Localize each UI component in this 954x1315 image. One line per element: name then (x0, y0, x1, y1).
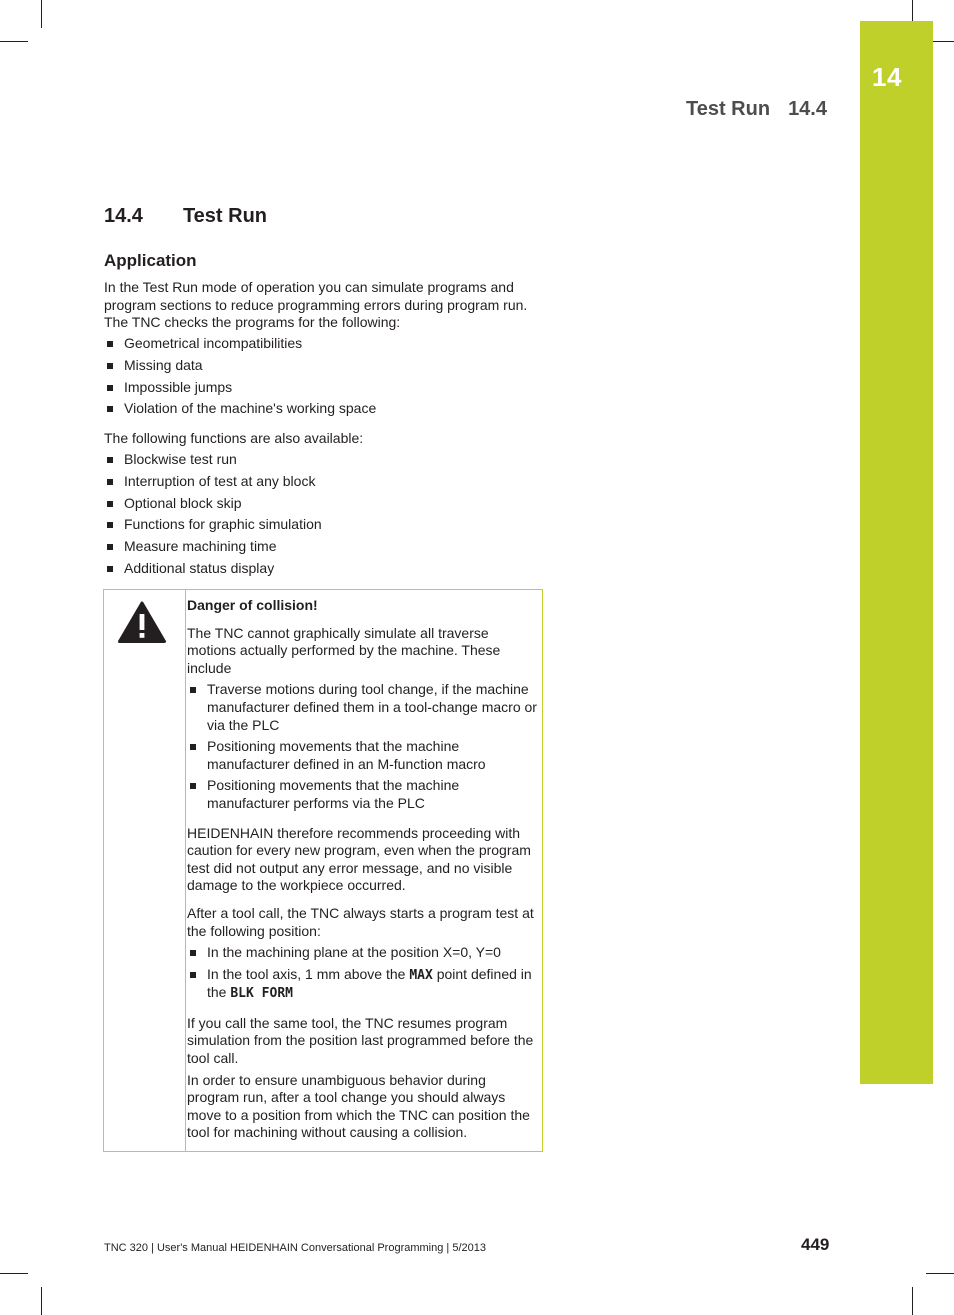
list-item-text (207, 966, 532, 1001)
text-run: In the tool axis, 1 mm above the (207, 965, 410, 982)
list-item (104, 538, 544, 556)
code-max: MAX (409, 967, 433, 983)
crop-mark (912, 1287, 913, 1315)
chapter-number: 14 (872, 62, 902, 92)
application-heading: Application (104, 251, 197, 270)
list-item (104, 495, 544, 513)
list-item-text: Impossible jumps (124, 378, 233, 395)
warning-title: Danger of collision! (187, 597, 318, 613)
bullet-icon (107, 363, 113, 369)
list-item (187, 681, 537, 734)
section-heading (104, 205, 267, 228)
list-item (104, 335, 544, 353)
page-number: 449 (801, 1235, 830, 1254)
running-header-title: Test Run (685, 98, 771, 120)
list-item (104, 357, 544, 375)
warning-divider (185, 589, 186, 1152)
warning-paragraph: In order to ensure unambiguous behavior during program run, after a tool change you should always move to a position from which the TNC can position the tool for machining without causing a collision. (187, 1071, 530, 1141)
section-title: Test Run (182, 205, 268, 227)
list-item (104, 516, 544, 534)
bullet-icon (190, 972, 196, 978)
crop-mark (0, 1273, 28, 1274)
bullet-icon (107, 566, 113, 572)
list-item-text: Blockwise test run (124, 451, 237, 467)
checks-list (104, 335, 544, 422)
list-item-text: Geometrical incompatibilities (124, 335, 303, 351)
list-item (187, 966, 537, 1003)
list-item-text: Functions for graphic simulation (124, 516, 322, 533)
running-header-section: 14.4 (788, 98, 827, 120)
functions-intro: The following functions are also available: (104, 430, 364, 446)
list-item (104, 379, 544, 397)
bullet-icon (190, 687, 196, 693)
list-item (187, 944, 537, 962)
bullet-icon (107, 501, 113, 507)
positions-list (187, 944, 537, 1003)
list-item-text: Positioning movements that the machine manufacturer defined in an M-function macro (207, 738, 486, 772)
bullet-icon (107, 457, 113, 463)
warning-triangle-icon (117, 600, 167, 644)
list-item (104, 560, 544, 578)
crop-mark (41, 1287, 42, 1315)
list-item-text: In the machining plane at the position X=0, Y=0 (207, 944, 501, 961)
list-item (104, 473, 544, 491)
crop-mark (41, 0, 42, 28)
footer-text: TNC 320 | User's Manual HEIDENHAIN Conversational Programming | 5/2013 (104, 1242, 486, 1254)
functions-list (104, 451, 544, 582)
bullet-icon (107, 522, 113, 528)
list-item-text: Positioning movements that the machine manufacturer performs via the PLC (207, 777, 460, 811)
list-item (104, 400, 544, 418)
application-intro: In the Test Run mode of operation you can simulate programs and program sections to reduce programming errors during program run. The TNC checks the programs for the following: (104, 279, 528, 331)
list-item-text: Interruption of test at any block (124, 472, 316, 489)
list-item-text: Optional block skip (124, 494, 242, 511)
list-item (187, 738, 537, 773)
list-item (104, 451, 544, 469)
list-item (187, 777, 537, 812)
text-run: point defined in the (207, 965, 532, 1001)
bullet-icon (107, 341, 113, 347)
list-item-text: Measure machining time (124, 538, 277, 555)
bullet-icon (190, 950, 196, 956)
bullet-icon (107, 385, 113, 391)
running-header (686, 98, 827, 121)
list-item-text: Additional status display (124, 559, 275, 576)
bullet-icon (107, 406, 113, 412)
warning-paragraph: After a tool call, the TNC always starts a program test at the following position: (187, 904, 534, 939)
crop-mark (926, 1273, 954, 1274)
list-item-text: Violation of the machine's working space (124, 400, 377, 417)
bullet-icon (190, 744, 196, 750)
code-blk-form: BLK FORM (230, 986, 293, 1002)
warning-body (187, 597, 537, 1142)
bullet-icon (107, 544, 113, 550)
warning-paragraph: HEIDENHAIN therefore recommends proceeding with caution for every new program, even when the program test did not output any error message, and no visible damage to the workpiece occurred. (187, 824, 531, 894)
bullet-icon (107, 479, 113, 485)
chapter-tab (860, 21, 933, 1084)
warning-paragraph: The TNC cannot graphically simulate all traverse motions actually performed by the machine. These include (187, 624, 501, 676)
warning-paragraph: If you call the same tool, the TNC resumes program simulation from the position last programmed before the tool call. (187, 1014, 534, 1067)
section-number: 14.4 (104, 205, 143, 227)
list-item-text: Missing data (124, 356, 203, 373)
bullet-icon (190, 783, 196, 789)
list-item-text: Traverse motions during tool change, if the machine manufacturer defined them in a tool-change macro or via the PLC (207, 681, 537, 733)
crop-mark (0, 41, 28, 42)
motions-list (187, 681, 537, 812)
